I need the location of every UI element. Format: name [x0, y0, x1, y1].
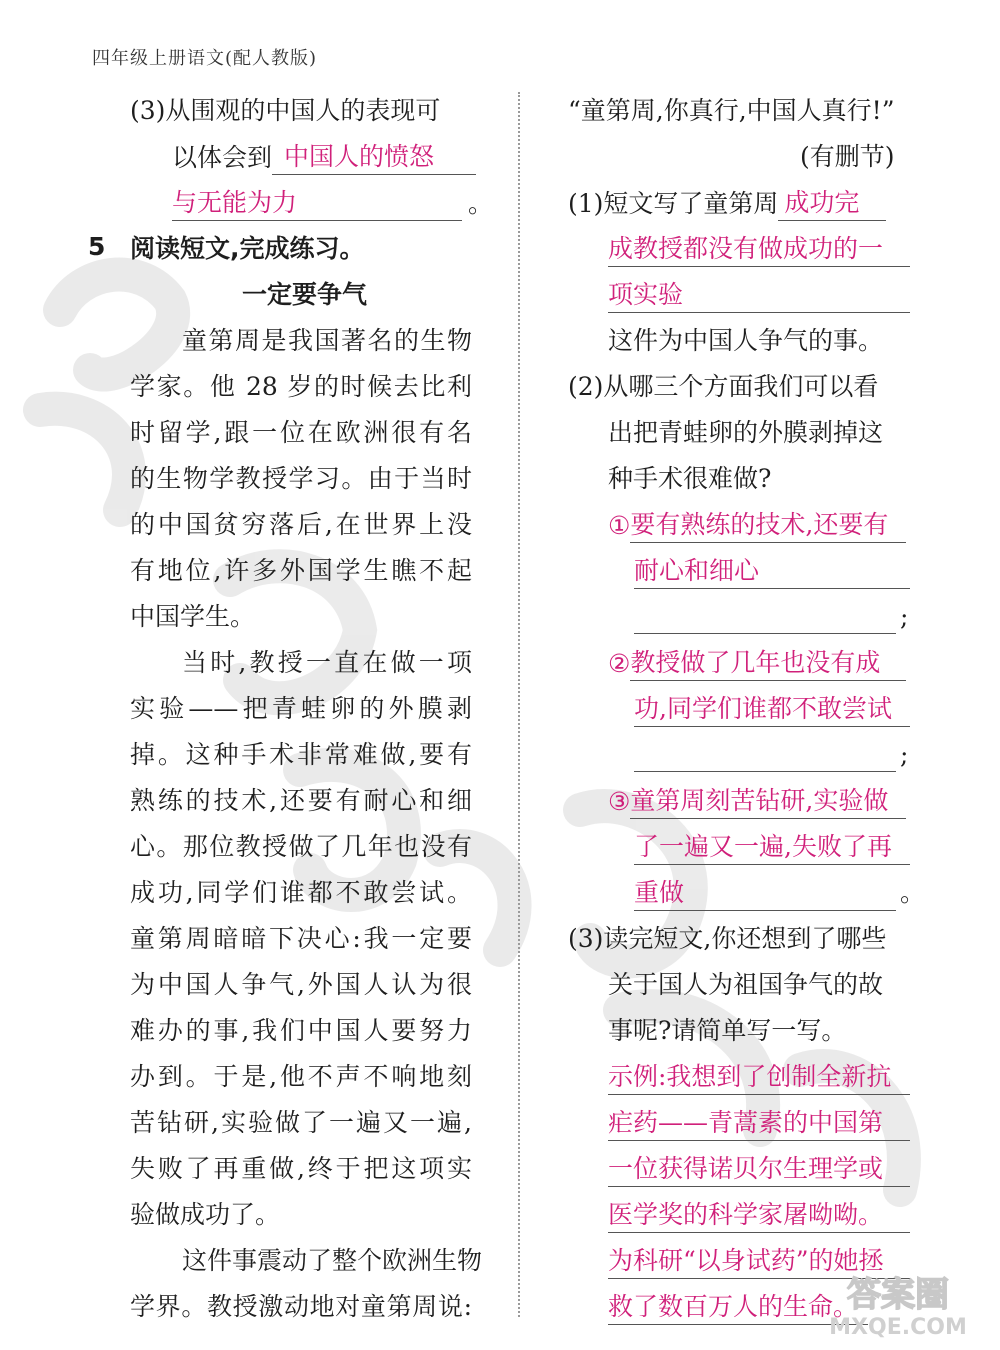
- left-q3-answer-1: 中国人的愤怒: [272, 140, 476, 175]
- q3-answer-text: 疟药——青蒿素的中国第: [608, 1106, 910, 1141]
- q3-answer-line: [608, 1152, 910, 1187]
- q3-answer-line: [608, 1106, 910, 1141]
- right-q2-line: 种手术很难做?: [608, 464, 772, 493]
- left-q3-answer-2: 与无能为力: [172, 186, 462, 221]
- right-q1-line2: [608, 232, 910, 267]
- essay-line: 失败了再重做,终于把这项实: [130, 1154, 472, 1183]
- q2-answer-1-text: 要有熟练的技术,还要有: [630, 508, 906, 543]
- q2-answer-3-text: 童第周刻苦钻研,实验做: [630, 784, 906, 819]
- right-q1-tail: 这件为中国人争气的事。: [608, 326, 884, 355]
- essay-line: 难办的事,我们中国人要努力: [130, 1016, 472, 1045]
- essay-line: 学家。他 28 岁的时候去比利: [130, 372, 472, 401]
- column-divider: [518, 92, 520, 1317]
- essay-line: 实验——把青蛙卵的外膜剥: [130, 694, 472, 723]
- section-title: 阅读短文,完成练习。: [130, 234, 365, 263]
- right-q1-line1: [568, 186, 886, 221]
- essay-line: 熟练的技术,还要有耐心和细: [130, 786, 472, 815]
- q2-answer-1-blank: [634, 633, 896, 634]
- left-q3-end: 。: [468, 189, 494, 218]
- q2-answer-1-mark: ①: [608, 511, 631, 540]
- left-q3-line2: [172, 140, 476, 175]
- q2-answer-1-line2: [634, 554, 910, 589]
- essay-line: 验做成功了。: [130, 1200, 281, 1229]
- q3-answer-text: 为科研“以身试药”的她拯: [608, 1244, 910, 1279]
- essay-line: 为中国人争气,外国人认为很: [130, 970, 472, 999]
- q2-answer-2-mark: ②: [608, 649, 631, 678]
- essay-line: 时留学,跟一位在欧洲很有名: [130, 418, 472, 447]
- left-q3-prefix: 以体会到: [172, 143, 273, 172]
- essay-line: 心。那位教授做了几年也没有: [130, 832, 472, 861]
- essay-title: 一定要争气: [242, 280, 368, 309]
- essay-quote: “童第周,你真行,中国人真行!”: [568, 96, 895, 125]
- q3-answer-line: [608, 1060, 910, 1095]
- section-number: 5: [88, 232, 106, 261]
- q3-answer-text: 示例:我想到了创制全新抗: [608, 1060, 910, 1095]
- essay-line: 童第周暗暗下决心:我一定要: [130, 924, 472, 953]
- q2-answer-2-semicolon: ;: [900, 740, 909, 769]
- right-q2-line: (2)从哪三个方面我们可以看: [568, 372, 879, 401]
- q2-answer-3-line2: [634, 830, 910, 865]
- brush-watermark: [20, 250, 980, 1300]
- right-q1-answer-2: 成教授都没有做成功的一: [608, 232, 910, 267]
- q2-answer-2-line1: [608, 646, 906, 681]
- abridged-note: (有删节): [800, 142, 895, 171]
- q2-answer-3-line3: [634, 876, 896, 911]
- right-q2-line: 出把青蛙卵的外膜剥掉这: [608, 418, 884, 447]
- essay-line: 当时,教授一直在做一项: [182, 648, 472, 677]
- essay-line: 的中国贫穷落后,在世界上没: [130, 510, 472, 539]
- q3-answer-text: 医学奖的科学家屠呦呦。: [608, 1198, 910, 1233]
- right-q1-answer-1: 成功完: [778, 186, 886, 221]
- essay-line: 有地位,许多外国学生瞧不起: [130, 556, 472, 585]
- right-q1-line3: [608, 278, 910, 313]
- right-q3-line: 关于国人为祖国争气的故: [608, 970, 884, 999]
- essay-line: 成功,同学们谁都不敢尝试。: [130, 878, 472, 907]
- watermark-logo-url: MXQE.COM: [829, 1315, 967, 1340]
- watermark-logo: [818, 1262, 978, 1342]
- essay-line: 这件事震动了整个欧洲生物: [182, 1246, 483, 1275]
- essay-line: 学界。教授激动地对童第周说:: [130, 1292, 472, 1321]
- essay-line: 的生物学教授学习。由于当时: [130, 464, 472, 493]
- q2-answer-2-text: 教授做了几年也没有成: [630, 646, 906, 681]
- essay-line: 掉。这种手术非常难做,要有: [130, 740, 472, 769]
- q2-answer-1-semicolon: ;: [900, 602, 909, 631]
- q3-answer-line: [608, 1198, 910, 1233]
- q3-answer-text: 一位获得诺贝尔生理学或: [608, 1152, 910, 1187]
- q2-answer-2-text: 功,同学们谁都不敢尝试: [634, 692, 910, 727]
- q2-answer-1-text: 耐心和细心: [634, 554, 910, 589]
- q2-answer-3-period: 。: [900, 878, 926, 907]
- right-q3-line: (3)读完短文,你还想到了哪些: [568, 924, 887, 953]
- q3-answer-text: 救了数百万人的生命。: [608, 1290, 868, 1325]
- essay-line: 办到。于是,他不声不响地刻: [130, 1062, 472, 1091]
- right-q1-answer-3: 项实验: [608, 278, 910, 313]
- essay-line: 童第周是我国著名的生物: [182, 326, 472, 355]
- left-q3-line1: (3)从围观的中国人的表现可: [130, 96, 441, 125]
- q2-answer-3-mark: ③: [608, 787, 631, 816]
- page-header: 四年级上册语文(配人教版): [92, 48, 318, 69]
- watermark-logo-text: 答案圈: [847, 1275, 949, 1315]
- essay-line: 苦钻研,实验做了一遍又一遍,: [130, 1108, 472, 1137]
- right-q3-line: 事呢?请简单写一写。: [608, 1016, 847, 1045]
- q2-answer-1-line1: [608, 508, 906, 543]
- q2-answer-3-text: 重做: [634, 876, 896, 911]
- q2-answer-2-blank: [634, 771, 896, 772]
- q2-answer-3-text: 了一遍又一遍,失败了再: [634, 830, 910, 865]
- q2-answer-3-line1: [608, 784, 906, 819]
- essay-line: 中国学生。: [130, 602, 256, 631]
- left-q3-line3: [172, 186, 493, 221]
- right-q1-prefix: (1)短文写了童第周: [568, 189, 779, 218]
- q2-answer-2-line2: [634, 692, 910, 727]
